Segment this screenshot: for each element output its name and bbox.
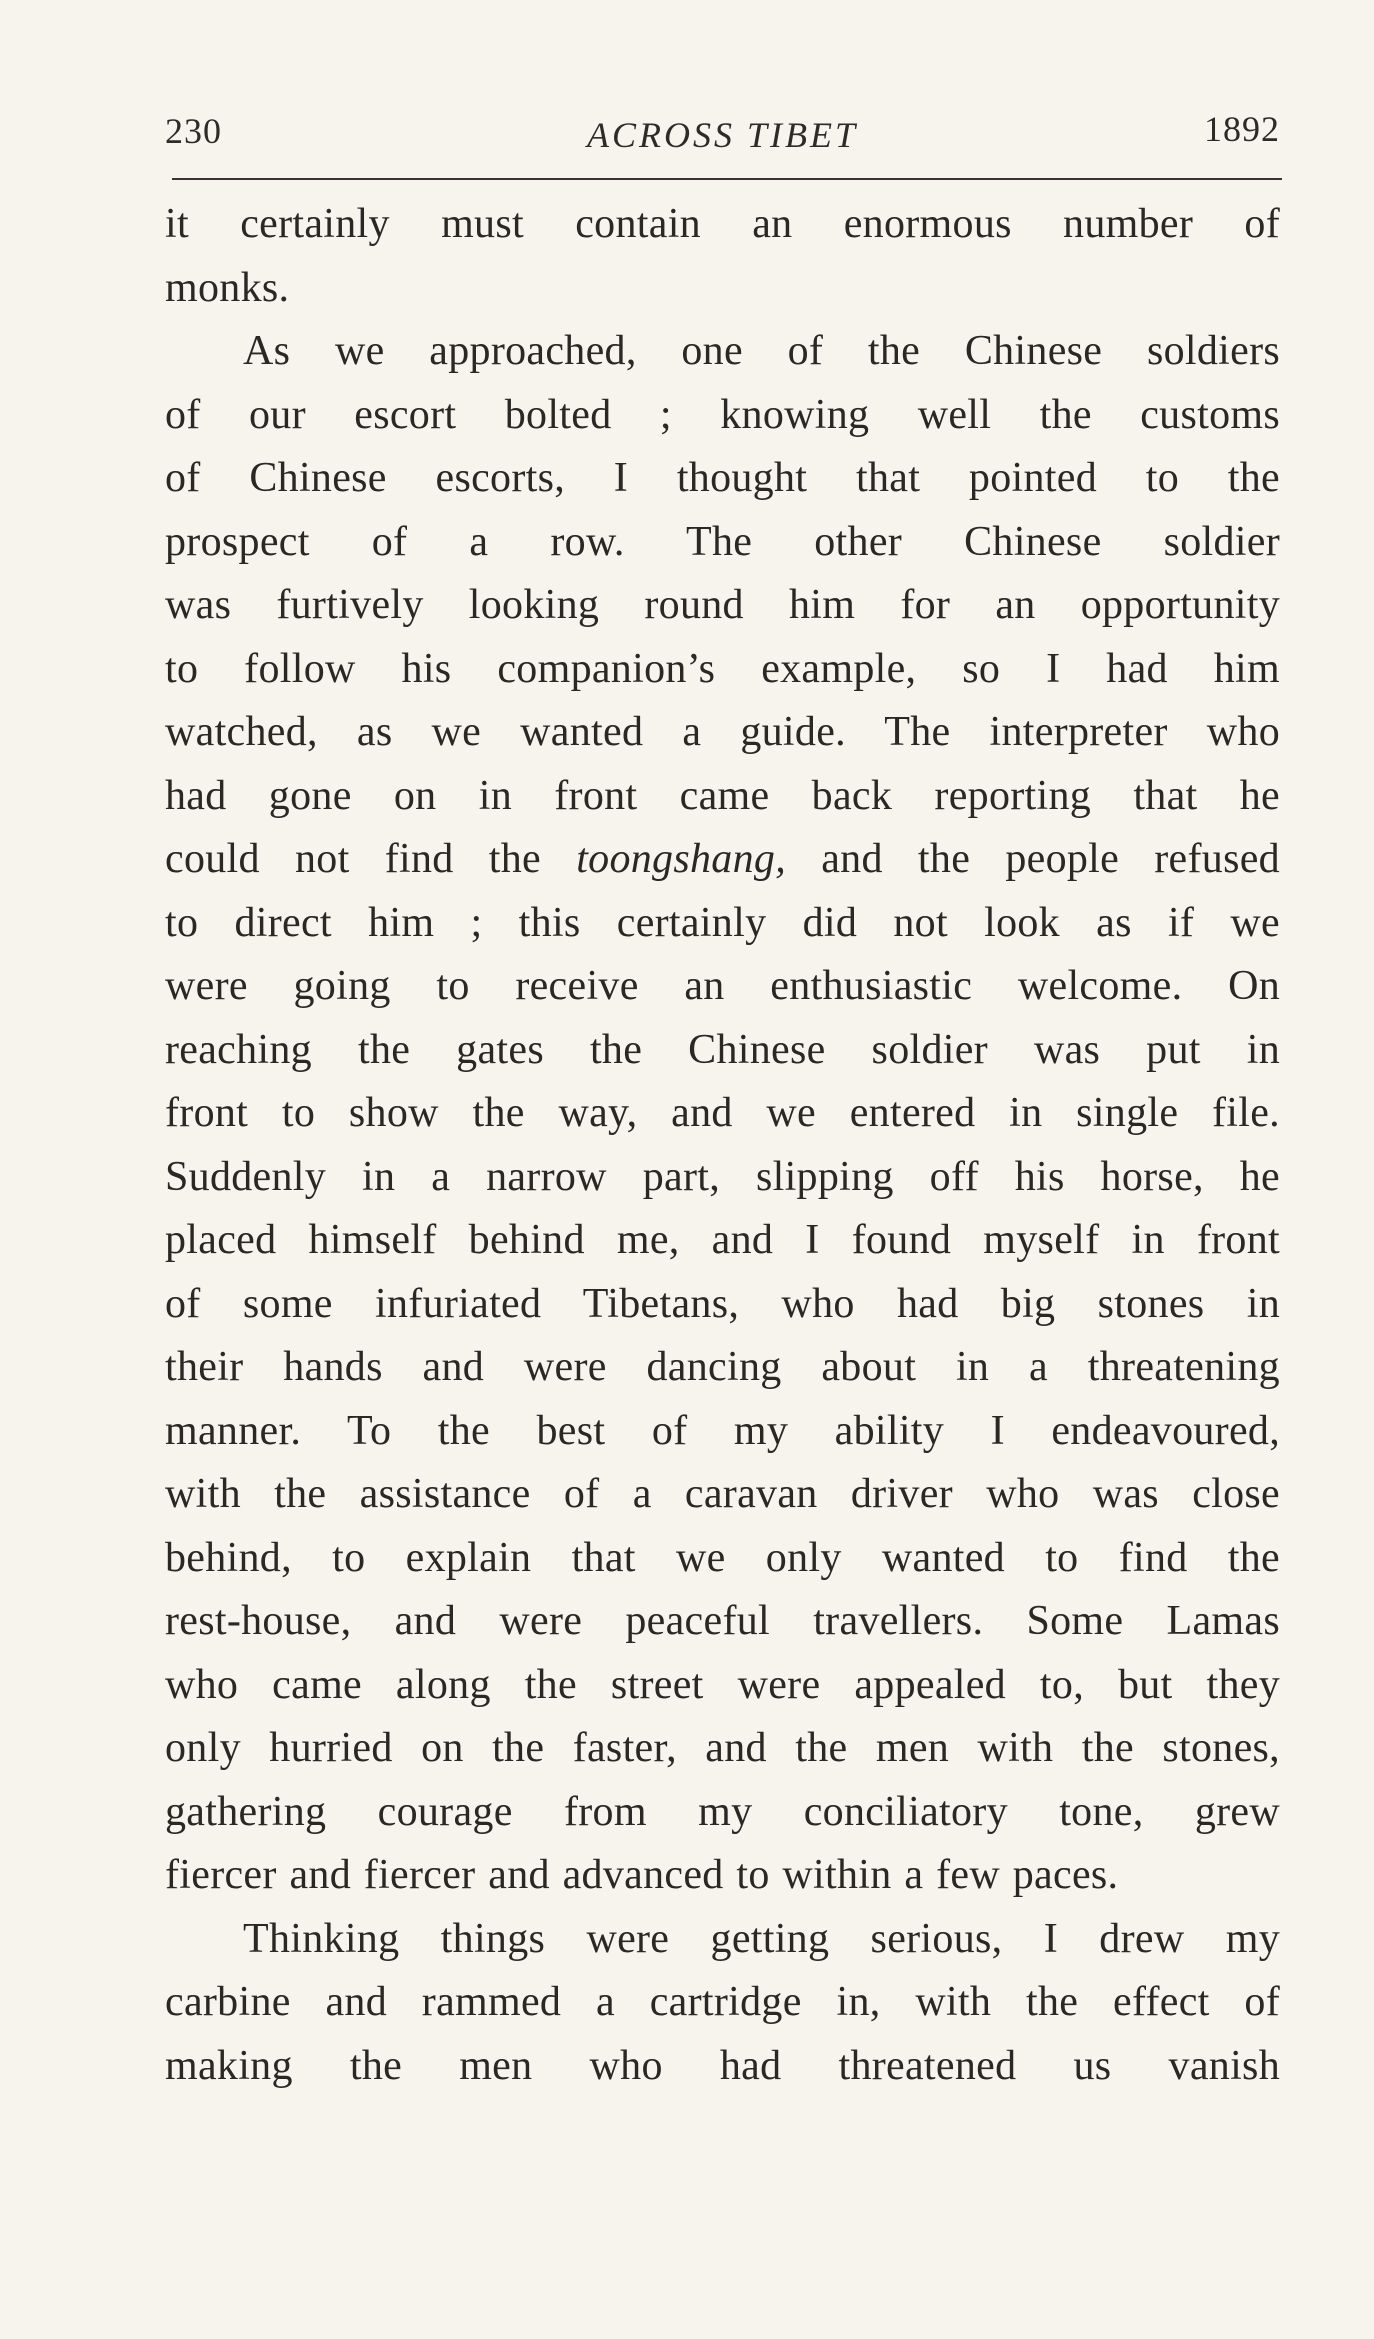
text-line: gathering courage from my conciliatory tone, grew: [165, 1788, 1280, 1835]
text-line: prospect of a row. The other Chinese soldier: [165, 518, 1280, 565]
text-fragment: could not find the: [165, 836, 541, 882]
running-title: ACROSS TIBET: [586, 115, 858, 155]
text-line: had gone on in front came back reporting that he: [165, 772, 1280, 819]
text-line: Suddenly in a narrow part, slipping off his horse, he: [165, 1153, 1280, 1200]
text-line: to follow his companion’s example, so I had him: [165, 645, 1280, 692]
text-line: Thinking things were getting serious, I drew my: [243, 1915, 1280, 1962]
text-line: [165, 828, 1280, 892]
text-line: placed himself behind me, and I found myself in front: [165, 1217, 1280, 1263]
text-line: only hurried on the faster, and the men with the stones,: [165, 1725, 1280, 1771]
italic-term: toongshang,: [576, 836, 787, 882]
text-line: to direct him ; this certainly did not look as if we: [165, 899, 1280, 946]
text-line: with the assistance of a caravan driver who was close: [165, 1471, 1280, 1517]
text-line: who came along the street were appealed to, but they: [165, 1661, 1280, 1708]
text-line: fiercer and fiercer and advanced to within a few paces.: [165, 1852, 1119, 1898]
text-line: their hands and were dancing about in a threatening: [165, 1344, 1280, 1390]
text-line: watched, as we wanted a guide. The interpreter who: [165, 709, 1280, 755]
text-line: making the men who had threatened us vanish: [165, 2042, 1280, 2089]
running-head: [165, 108, 1280, 168]
text-line: reaching the gates the Chinese soldier was put in: [165, 1026, 1280, 1073]
text-line: monks.: [165, 264, 290, 311]
text-line: it certainly must contain an enormous number of: [165, 201, 1280, 247]
text-fragment: and the people refused: [821, 836, 1280, 882]
text-line: of our escort bolted ; knowing well the customs: [165, 391, 1280, 438]
header-rule: [172, 178, 1282, 180]
text-line: rest-house, and were peaceful travellers. Some Lamas: [165, 1598, 1280, 1644]
text-line: was furtively looking round him for an opportunity: [165, 582, 1280, 628]
text-line: of Chinese escorts, I thought that pointed to the: [165, 455, 1280, 501]
text-line: were going to receive an enthusiastic welcome. On: [165, 963, 1280, 1009]
year: 1892: [1204, 109, 1280, 149]
text-line: front to show the way, and we entered in single file.: [165, 1090, 1280, 1136]
text-line: As we approached, one of the Chinese soldiers: [243, 328, 1280, 374]
text-line: manner. To the best of my ability I endeavoured,: [165, 1407, 1280, 1454]
text-line: carbine and rammed a cartridge in, with the effect of: [165, 1979, 1280, 2025]
text-line: behind, to explain that we only wanted to find the: [165, 1534, 1280, 1581]
text-line: of some infuriated Tibetans, who had big stones in: [165, 1280, 1280, 1327]
body-text: [165, 193, 1280, 2098]
page-number: 230: [165, 111, 222, 151]
